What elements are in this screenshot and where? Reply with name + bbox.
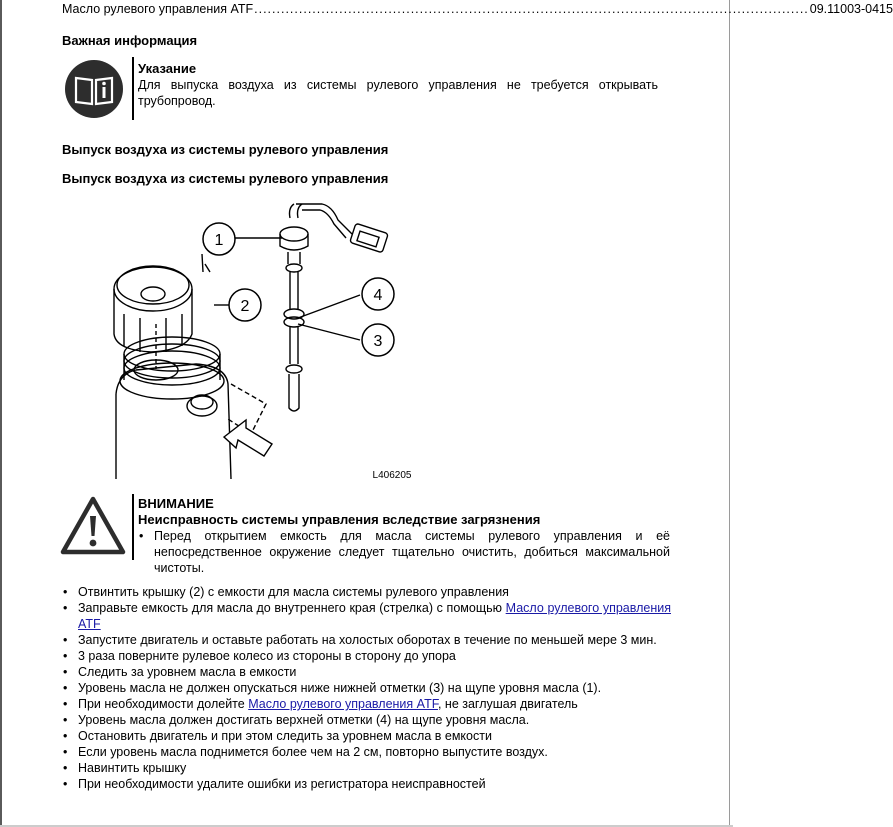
step-2-link[interactable]: Масло рулевого управления ATF [78, 601, 671, 631]
section-heading-1: Выпуск воздуха из системы рулевого управления [62, 142, 389, 157]
bullet: • [63, 713, 68, 727]
step-7-suffix: , не заглушая двигатель [437, 697, 578, 711]
step-11 [62, 760, 671, 776]
figure-code: L406205 [372, 470, 412, 481]
spec-leader-dots: ............................................................................................................................ [254, 2, 809, 16]
step-6-text: Уровень масла не должен опускаться ниже нижней отметки (3) на щупе уровня масла (1). [78, 681, 602, 695]
spec-code: 09.11003-0415 [809, 2, 893, 16]
step-2-text: Заправьте емкость для масла до внутреннего края (стрелка) с помощью [78, 601, 506, 615]
callout-4: 4 [373, 287, 383, 304]
bullet: • [63, 585, 68, 599]
bullet: • [63, 745, 68, 759]
page-border-right [729, 0, 730, 827]
bullet: • [63, 729, 68, 743]
step-12-text: При необходимости удалите ошибки из регистратора неисправностей [78, 777, 486, 791]
step-8-text: Уровень масла должен достигать верхней отметки (4) на щупе уровня масла. [78, 713, 530, 727]
book-info-icon [64, 59, 124, 119]
step-1 [62, 584, 671, 600]
bullet: • [63, 777, 68, 791]
bullet: • [63, 697, 68, 711]
step-4-text: 3 раза поверните рулевое колесо из стороны в сторону до упора [78, 649, 456, 663]
bullet: • [63, 601, 68, 615]
note-text: Для выпуска воздуха из системы рулевого управления не требуется открывать трубопровод. [138, 78, 658, 108]
callout-2: 2 [240, 298, 250, 315]
bullet: • [63, 633, 68, 647]
warning-item: Перед открытием емкость для масла системы рулевого управления и её непосредственное окружение следует тщательно очистить, добиться максимальной чистоты. [154, 529, 670, 575]
step-4 [62, 648, 671, 664]
step-10 [62, 744, 671, 760]
step-5 [62, 664, 671, 680]
step-9-text: Остановить двигатель и при этом следить за уровнем масла в емкости [78, 729, 492, 743]
step-1-text: Отвинтить крышку (2) с емкости для масла системы рулевого управления [78, 585, 509, 599]
warning-subtitle: Неисправность системы управления вследствие загрязнения [138, 512, 541, 527]
step-3 [62, 632, 671, 648]
step-8 [62, 712, 671, 728]
step-6 [62, 680, 671, 696]
callout-1: 1 [214, 232, 224, 249]
step-10-text: Если уровень масла поднимется более чем на 2 см, повторно выпустите воздух. [78, 745, 548, 759]
step-9 [62, 728, 671, 744]
callout-3: 3 [373, 333, 383, 350]
warning-title: ВНИМАНИЕ [138, 496, 214, 511]
note-divider [132, 57, 134, 120]
spec-name: Масло рулевого управления ATF [62, 2, 254, 16]
step-12 [62, 776, 671, 792]
note-title: Указание [138, 61, 197, 76]
step-2 [62, 600, 671, 632]
warning-triangle-icon [60, 496, 126, 556]
bullet: • [63, 681, 68, 695]
step-5-text: Следить за уровнем масла в емкости [78, 665, 297, 679]
reservoir-diagram [96, 194, 426, 484]
step-3-text: Запустите двигатель и оставьте работать на холостых оборотах в течение по меньшей мере 3 мин. [78, 633, 657, 647]
step-7-text: При необходимости долейте [78, 697, 249, 711]
important-heading: Важная информация [62, 33, 198, 48]
bullet: • [63, 761, 68, 775]
section-heading-2: Выпуск воздуха из системы рулевого управления [62, 171, 389, 186]
page-border-left [0, 0, 2, 827]
step-7-link[interactable]: Масло рулевого управления ATF [248, 697, 438, 711]
spec-row [62, 0, 893, 16]
step-11-text: Навинтить крышку [78, 761, 187, 775]
steps-list [62, 584, 671, 792]
warning-divider [132, 494, 134, 560]
step-7 [62, 696, 671, 712]
bullet: • [63, 665, 68, 679]
bullet: • [63, 649, 68, 663]
warning-bullet: • [139, 529, 144, 543]
